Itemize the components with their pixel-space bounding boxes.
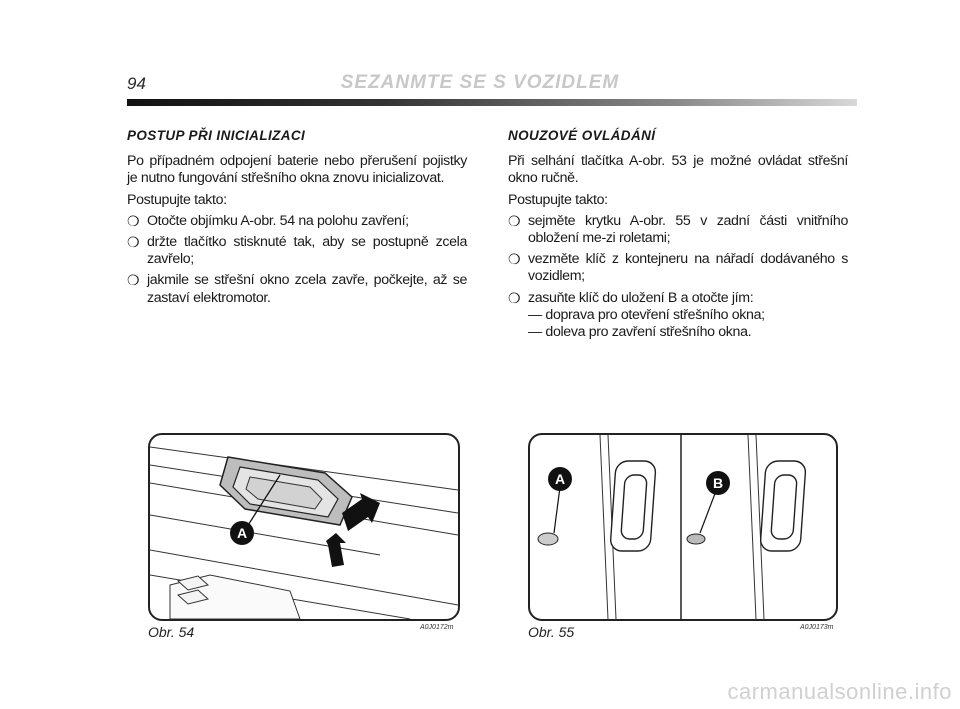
bullet-icon: ❍	[508, 289, 521, 306]
right-instructions-intro: Postupujte takto:	[508, 191, 608, 208]
right-column	[508, 127, 848, 345]
svg-text:A: A	[554, 471, 566, 487]
trim-drawing	[530, 435, 836, 619]
bullet-icon: ❍	[127, 272, 140, 289]
svg-text:B: B	[712, 475, 724, 491]
right-paragraph: Při selhání tlačítka A-obr. 53 je možné ovládat střešní okno ručně.	[508, 153, 848, 187]
headliner-drawing	[150, 435, 458, 619]
figure-55-caption: Obr. 55	[528, 624, 575, 640]
header-rule	[127, 99, 857, 106]
list-item: ❍ držte tlačítko stisknuté tak, aby se postupně zcela zavřelo;	[127, 234, 467, 268]
left-instructions-intro: Postupujte takto:	[127, 191, 227, 208]
watermark: carmanualsonline.info	[727, 679, 952, 704]
left-heading: POSTUP PŘI INICIALIZACI	[127, 128, 306, 143]
bullet-icon: ❍	[127, 212, 140, 229]
right-heading: NOUZOVÉ OVLÁDÁNÍ	[508, 128, 656, 143]
sub-item: — doleva pro zavření střešního okna.	[528, 324, 752, 341]
sunroof-switch	[220, 457, 352, 525]
figure-55-illustration	[528, 433, 838, 621]
figure-55-code: A0J0173m	[800, 624, 834, 631]
right-steps-list	[508, 213, 848, 341]
list-item: ❍ Otočte objímku A-obr. 54 na polohu zavření;	[127, 212, 409, 229]
figure-54-illustration	[148, 433, 460, 621]
list-item: ❍ vezměte klíč z kontejneru na nářadí dodávaného s vozidlem;	[508, 251, 848, 285]
list-item: ❍ zasuňte klíč do uložení B a otočte jím: — doprava pro otevření střešního okna; — doleva pro zavření střešního okna.	[508, 290, 848, 342]
running-title: SEZANMTE SE S VOZIDLEM	[340, 72, 620, 93]
page-number: 94	[127, 74, 146, 93]
left-column	[127, 127, 467, 311]
figure-54-code: A0J0172m	[420, 624, 454, 631]
list-item: ❍ sejměte krytku A-obr. 55 v zadní části vnitřního obložení me-zi roletami;	[508, 212, 848, 247]
left-steps-list	[127, 213, 467, 307]
left-paragraph: Po případném odpojení baterie nebo přerušení pojistky je nutno fungování střešního okna znovu inicializovat.	[127, 153, 467, 187]
list-item: ❍ jakmile se střešní okno zcela zavře, počkejte, až se zastaví elektromotor.	[127, 272, 467, 306]
bullet-icon: ❍	[508, 251, 521, 268]
svg-text:A: A	[236, 525, 248, 541]
bullet-icon: ❍	[127, 234, 140, 251]
key-slot-icon	[687, 534, 705, 544]
figure-54-caption: Obr. 54	[148, 624, 195, 640]
cap-icon	[538, 533, 558, 545]
sub-item: — doprava pro otevření střešního okna;	[528, 306, 765, 323]
bullet-icon: ❍	[508, 212, 521, 229]
